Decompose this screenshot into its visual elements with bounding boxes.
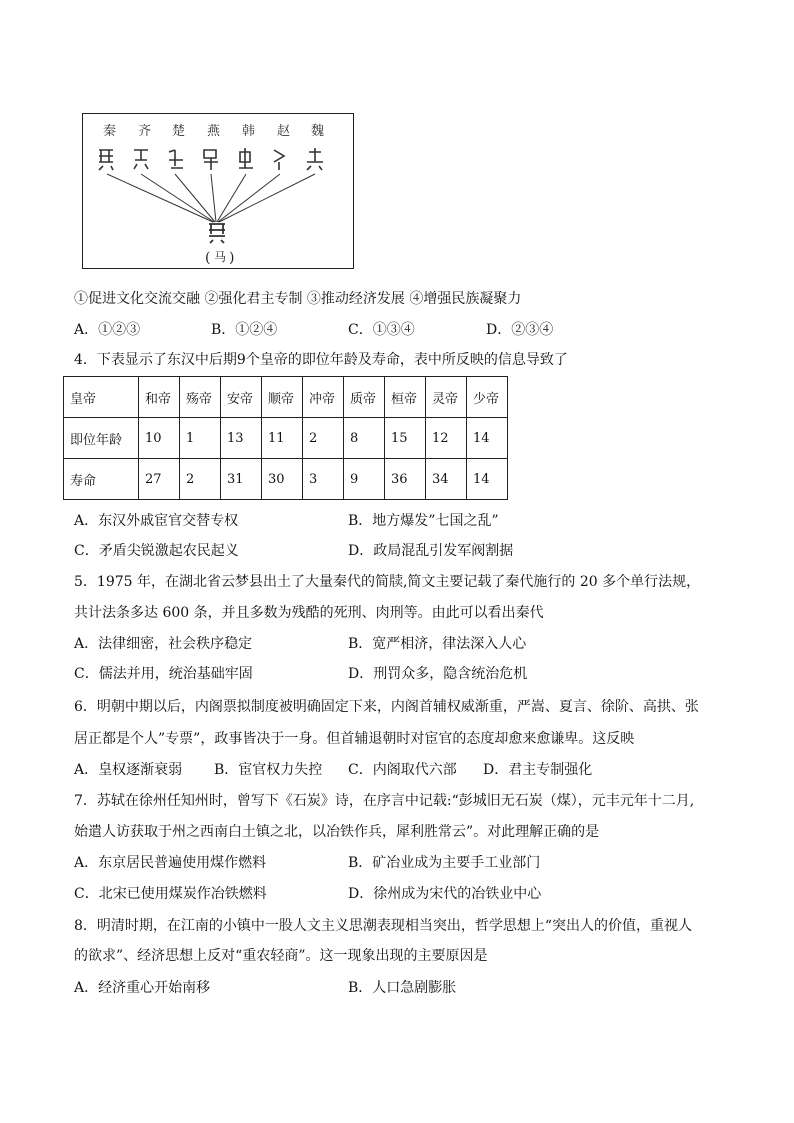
state-label: 楚: [172, 124, 186, 139]
converging-lines: [107, 174, 315, 222]
table-cell: 12: [426, 418, 467, 459]
q3-option-c[interactable]: C．①③④: [348, 322, 415, 338]
q6-option-a[interactable]: A．皇权逐渐衰弱: [74, 762, 183, 778]
ma-character-figure: [82, 113, 354, 269]
q6-option-c[interactable]: C．内阁取代六部: [348, 762, 457, 778]
q7-stem-line1: 7．苏轼在徐州任知州时，曾写下《石炭》诗，在序言中记载:“彭城旧无石炭（煤），元丰元年十二月,: [74, 793, 695, 809]
table-header-cell: 灵帝: [426, 377, 467, 418]
table-cell: 13: [221, 418, 262, 459]
q4-option-d[interactable]: D．政局混乱引发军阀割据: [348, 543, 514, 559]
table-row: [64, 418, 508, 459]
q8-stem-line2: 的欲求”、经济思想上反对“重农轻商”。这一现象出现的主要原因是: [74, 948, 488, 964]
table-row: [64, 459, 508, 500]
table-header-cell: 安帝: [221, 377, 262, 418]
q7-option-d[interactable]: D．徐州成为宋代的冶铁业中心: [348, 886, 542, 902]
caption-left-paren: (: [205, 250, 211, 266]
table-cell: 3: [303, 459, 344, 500]
q7-option-b[interactable]: B．矿冶业成为主要手工业部门: [348, 855, 541, 871]
table-cell: 寿命: [64, 459, 139, 500]
q5-stem-line2: 共计法条多达 600 条，并且多数为残酷的死刑、肉刑等。由此可以看出秦代: [74, 605, 544, 621]
q4-stem: 4．下表显示了东汉中后期9个皇帝的即位年龄及寿命，表中所反映的信息导致了: [74, 352, 568, 368]
q6-option-b[interactable]: B．宦官权力失控: [214, 762, 323, 778]
state-label: 魏: [311, 124, 325, 139]
state-label: 韩: [242, 124, 256, 139]
q6-stem-line1: 6．明朝中期以后，内阁票拟制度被明确固定下来，内阁首辅权威渐重，严嵩、夏言、徐阶、高拱、张: [74, 699, 699, 715]
state-label: 赵: [277, 124, 291, 139]
q7-option-a[interactable]: A．东京居民普遍使用煤作燃料: [74, 855, 267, 871]
q3-option-b[interactable]: B．①②④: [211, 322, 278, 338]
ma-evolution-diagram: [83, 114, 355, 270]
q5-option-d[interactable]: D．刑罚众多，隐含统治危机: [348, 666, 528, 682]
table-cell: 27: [139, 459, 180, 500]
emperor-table: [63, 376, 508, 500]
table-header-cell: 和帝: [139, 377, 180, 418]
q5-option-c[interactable]: C．儒法并用，统治基础牢固: [74, 666, 253, 682]
table-cell: 14: [467, 459, 508, 500]
state-label: 齐: [138, 124, 152, 139]
table-cell: 14: [467, 418, 508, 459]
table-header-cell: 桓帝: [385, 377, 426, 418]
table-header-cell: 质帝: [344, 377, 385, 418]
q5-option-a[interactable]: A．法律细密，社会秩序稳定: [74, 636, 253, 652]
figure-caption: 马: [214, 250, 227, 264]
table-cell: 15: [385, 418, 426, 459]
q5-stem-line1: 5．1975 年，在湖北省云梦县出土了大量秦代的简牍,简文主要记载了秦代施行的 20 多个单行法规，: [74, 574, 701, 590]
q3-items: ①促进文化交流交融 ②强化君主专制 ③推动经济发展 ④增强民族凝聚力: [74, 291, 522, 307]
q7-stem-line2: 始遣人访获取于州之西南白土镇之北，以冶铁作兵，犀利胜常云”。对此理解正确的是: [74, 824, 600, 840]
table-row: [64, 377, 508, 418]
table-cell: 34: [426, 459, 467, 500]
table-cell: 2: [303, 418, 344, 459]
table-cell: 1: [180, 418, 221, 459]
table-cell: 31: [221, 459, 262, 500]
table-cell: 36: [385, 459, 426, 500]
table-header-cell: 顺帝: [262, 377, 303, 418]
q4-option-a[interactable]: A．东汉外戚宦官交替专权: [74, 513, 239, 529]
q7-option-c[interactable]: C．北宋已使用煤炭作冶铁燃料: [74, 886, 267, 902]
q8-option-b[interactable]: B．人口急剧膨胀: [348, 980, 457, 996]
table-header-cell: 殇帝: [180, 377, 221, 418]
table-cell: 8: [344, 418, 385, 459]
table-cell: 11: [262, 418, 303, 459]
ancient-ma-glyphs: [99, 148, 323, 170]
caption-right-paren: ): [229, 250, 235, 266]
table-cell: 9: [344, 459, 385, 500]
table-header-cell: 皇帝: [64, 377, 139, 418]
q3-option-d[interactable]: D．②③④: [486, 322, 554, 338]
table-header-cell: 少帝: [467, 377, 508, 418]
q4-option-c[interactable]: C．矛盾尖锐激起农民起义: [74, 543, 239, 559]
table-cell: 2: [180, 459, 221, 500]
q8-stem-line1: 8．明清时期，在江南的小镇中一股人文主义思潮表现相当突出，哲学思想上“突出人的价值，重视人: [74, 918, 693, 934]
q3-option-a[interactable]: A．①②③: [74, 322, 141, 338]
q4-option-b[interactable]: B．地方爆发”七国之乱”: [348, 513, 499, 529]
seal-ma-glyph: [209, 224, 225, 243]
table-header-cell: 冲帝: [303, 377, 344, 418]
q6-stem-line2: 居正都是个人”专票”，政事皆决于一身。但首辅退朝时对宦官的态度却愈来愈谦卑。这反映: [74, 731, 635, 747]
q6-option-d[interactable]: D．君主专制强化: [483, 762, 593, 778]
q5-option-b[interactable]: B．宽严相济，律法深入人心: [348, 636, 527, 652]
table-cell: 即位年龄: [64, 418, 139, 459]
table-cell: 10: [139, 418, 180, 459]
state-label: 燕: [207, 124, 221, 139]
state-label: 秦: [103, 124, 117, 139]
table-cell: 30: [262, 459, 303, 500]
q8-option-a[interactable]: A．经济重心开始南移: [74, 980, 211, 996]
